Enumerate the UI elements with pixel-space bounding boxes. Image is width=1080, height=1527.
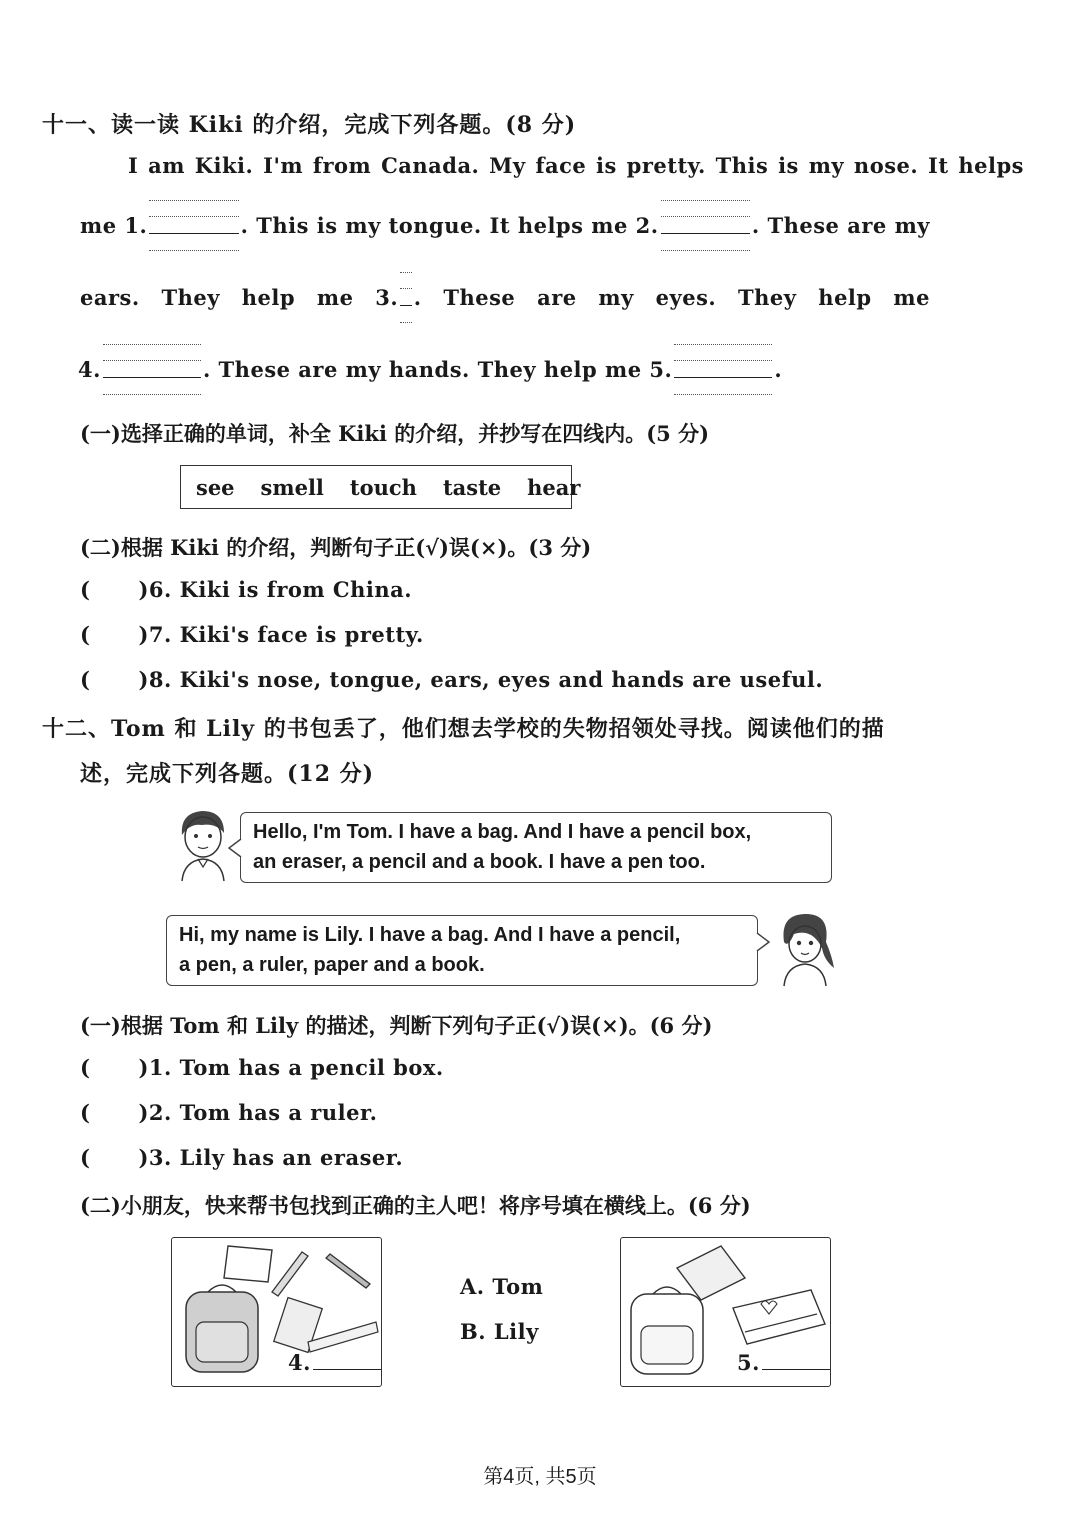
passage-line-3 xyxy=(80,272,930,322)
passage-text: . These are my eyes. They help me xyxy=(413,284,930,310)
judge-item-7 xyxy=(80,622,424,647)
answer-line-4[interactable] xyxy=(313,1369,381,1370)
judge-item-3 xyxy=(80,1145,403,1170)
answer-line-5[interactable] xyxy=(762,1369,830,1370)
lily-girl-icon xyxy=(772,908,838,988)
tom-bubble-line-2: an eraser, a pencil and a book. I have a pen too. xyxy=(253,851,706,873)
lily-bubble-line-1: Hi, my name is Lily. I have a bag. And I have a pencil, xyxy=(179,924,681,946)
blank-3[interactable] xyxy=(400,272,412,322)
section-12-part-2-title: (二)小朋友，快来帮书包找到正确的主人吧！将序号填在横线上。(6 分) xyxy=(80,1193,751,1218)
passage-line-2 xyxy=(80,200,930,250)
word-bank-item: touch xyxy=(349,474,417,500)
lily-speech-bubble xyxy=(166,915,758,986)
answer-paren-open[interactable]: ( xyxy=(80,622,91,647)
judge-text: 1. Tom has a pencil box. xyxy=(148,1055,444,1080)
judge-text: 7. Kiki's face is pretty. xyxy=(148,622,424,647)
judge-text: 8. Kiki's nose, tongue, ears, eyes and hands are useful. xyxy=(148,667,824,692)
word-bank-item: hear xyxy=(527,474,581,500)
passage-text: ears. They help me 3. xyxy=(80,284,399,310)
answer-paren-open[interactable]: ( xyxy=(80,1055,91,1080)
answer-paren-open[interactable]: ( xyxy=(80,1145,91,1170)
section-12-part-1-title: (一)根据 Tom 和 Lily 的描述，判断下列句子正(√)误(×)。(6 分) xyxy=(80,1013,713,1038)
answer-paren-close: ) xyxy=(138,1055,149,1080)
answer-paren-close: ) xyxy=(138,622,149,647)
answer-paren-close: ) xyxy=(138,667,149,692)
blank-2[interactable] xyxy=(661,200,750,250)
word-bank-item: taste xyxy=(442,474,502,500)
judge-item-8 xyxy=(80,667,823,692)
blank-4[interactable] xyxy=(103,344,201,394)
passage-text: . These are my hands. They help me 5. xyxy=(202,356,673,382)
option-a: A. Tom xyxy=(460,1274,544,1299)
option-b: B. Lily xyxy=(460,1319,539,1344)
tom-bubble-line-1: Hello, I'm Tom. I have a bag. And I have a pencil box, xyxy=(253,821,752,843)
picture-box-4 xyxy=(171,1237,382,1387)
section-12-title-line-1: 十二、Tom 和 Lily 的书包丢了，他们想去学校的失物招领处寻找。阅读他们的描 xyxy=(42,716,885,742)
passage-text: me 1. xyxy=(80,212,148,238)
answer-paren-close: ) xyxy=(138,1145,149,1170)
word-bank-item: see xyxy=(196,474,235,500)
tom-boy-icon xyxy=(172,805,234,883)
section-11-part-1-title: (一)选择正确的单词，补全 Kiki 的介绍，并抄写在四线内。(5 分) xyxy=(80,421,710,446)
word-bank xyxy=(180,465,581,509)
page-footer: 第4页, 共5页 xyxy=(483,1466,597,1488)
passage-text: 4. xyxy=(78,356,101,382)
bubble-tail-icon xyxy=(228,838,242,858)
judge-text: 3. Lily has an eraser. xyxy=(148,1145,404,1170)
blank-5[interactable] xyxy=(674,344,772,394)
lily-bubble-line-2: a pen, a ruler, paper and a book. xyxy=(179,954,485,976)
blank-1[interactable] xyxy=(149,200,238,250)
picture-box-5 xyxy=(620,1237,831,1387)
passage-text: . These are my xyxy=(751,212,930,238)
judge-text: 2. Tom has a ruler. xyxy=(148,1100,378,1125)
judge-item-1 xyxy=(80,1055,444,1080)
answer-paren-open[interactable]: ( xyxy=(80,667,91,692)
section-11-part-2-title: (二)根据 Kiki 的介绍，判断句子正(√)误(×)。(3 分) xyxy=(80,535,592,560)
section-11-title: 十一、读一读 Kiki 的介绍，完成下列各题。(8 分) xyxy=(42,112,577,138)
judge-item-2 xyxy=(80,1100,377,1125)
section-12-title-line-2: 述，完成下列各题。(12 分) xyxy=(80,761,375,787)
judge-item-6 xyxy=(80,577,412,602)
word-bank-item: smell xyxy=(260,474,324,500)
tom-speech-bubble xyxy=(240,812,832,883)
judge-text: 6. Kiki is from China. xyxy=(148,577,413,602)
answer-paren-open[interactable]: ( xyxy=(80,577,91,602)
passage-text: . xyxy=(774,356,783,382)
passage-line-1: I am Kiki. I'm from Canada. My face is pretty. This is my nose. It helps xyxy=(128,153,1024,178)
passage-line-4 xyxy=(78,344,782,394)
picture-5-label: 5. xyxy=(737,1350,830,1375)
bubble-tail-icon xyxy=(756,932,770,952)
answer-paren-open[interactable]: ( xyxy=(80,1100,91,1125)
answer-paren-close: ) xyxy=(138,577,149,602)
answer-paren-close: ) xyxy=(138,1100,149,1125)
picture-4-label: 4. xyxy=(288,1350,381,1375)
passage-text: . This is my tongue. It helps me 2. xyxy=(240,212,659,238)
